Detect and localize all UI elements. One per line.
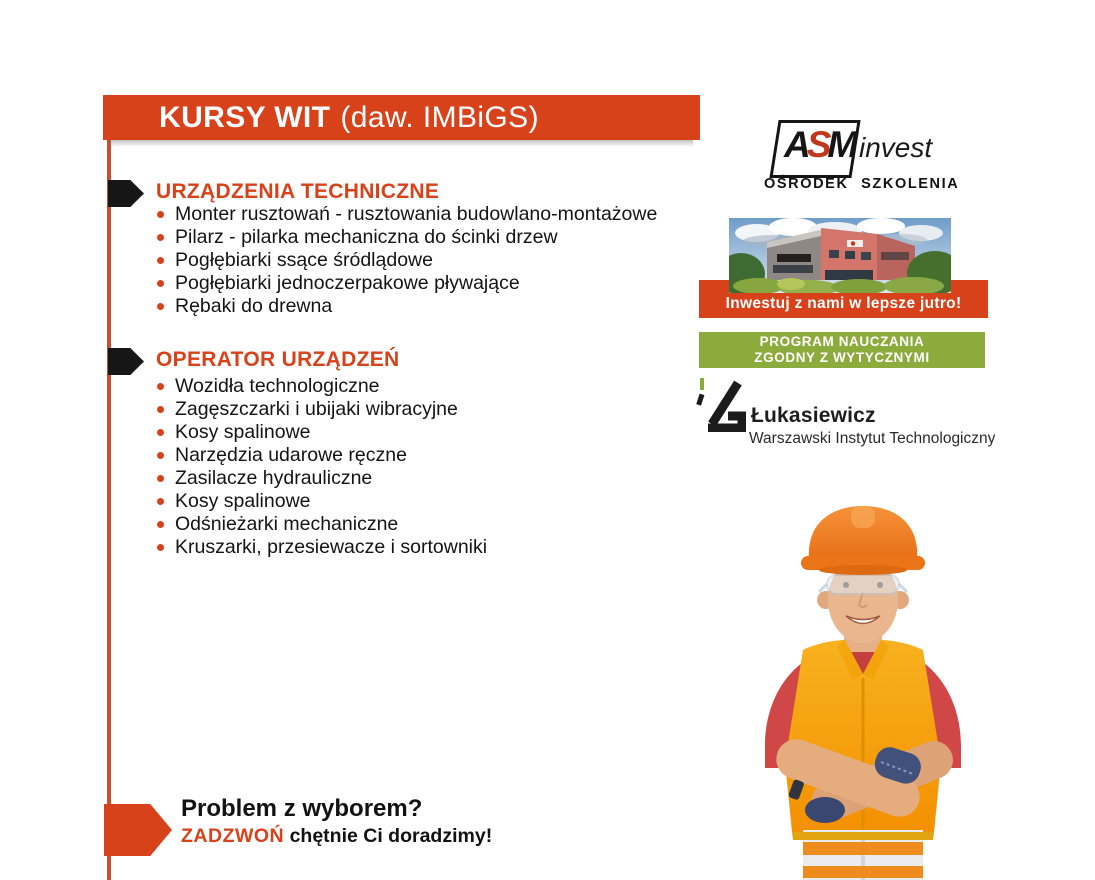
bullet-icon xyxy=(157,406,164,413)
photo-caption: Inwestuj z nami w lepsze jutro! xyxy=(725,295,962,312)
list-item-label: Kruszarki, przesiewacze i sortowniki xyxy=(175,536,488,558)
lukasiewicz-subtitle: Warszawski Instytut Technologiczny xyxy=(749,430,996,447)
bullet-icon xyxy=(157,475,164,482)
list-item xyxy=(157,295,657,318)
list-item xyxy=(157,536,487,559)
list-item-label: Rębaki do drewna xyxy=(175,295,333,317)
list-item xyxy=(157,272,657,295)
program-banner-line2: ZGODNY Z WYTYCZNYMI xyxy=(754,350,930,365)
course-list-urzadzenia xyxy=(157,203,657,318)
asm-letters xyxy=(784,122,854,168)
footer-call-line xyxy=(181,825,492,848)
list-item xyxy=(157,444,487,467)
title-bar-shadow xyxy=(110,140,693,147)
list-item-label: Kosy spalinowe xyxy=(175,490,311,512)
page-title-suffix: (daw. IMBiGS) xyxy=(340,100,539,134)
lukasiewicz-logo-icon xyxy=(694,376,746,432)
bullet-icon xyxy=(157,280,164,287)
list-item-label: Narzędzia udarowe ręczne xyxy=(175,444,407,466)
list-item-label: Pogłębiarki jednoczerpakowe pływające xyxy=(175,272,520,294)
section-arrow-icon xyxy=(108,348,144,375)
list-item xyxy=(157,249,657,272)
list-item-label: Pilarz - pilarka mechaniczna do ścinki drzew xyxy=(175,226,558,248)
bullet-icon xyxy=(157,211,164,218)
course-list-operator xyxy=(157,375,487,559)
asm-invest-word: invest xyxy=(859,132,933,163)
asm-invest-logo xyxy=(762,114,960,194)
list-item-label: Pogłębiarki ssące śródlądowe xyxy=(175,249,433,271)
program-banner-line1: PROGRAM NAUCZANIA xyxy=(759,334,925,349)
bullet-icon xyxy=(157,234,164,241)
section-heading-operator: OPERATOR URZĄDZEŃ xyxy=(156,348,400,371)
list-item-label: Zagęszczarki i ubijaki wibracyjne xyxy=(175,398,458,420)
list-item-label: Monter rusztowań - rusztowania budowlano-montażowe xyxy=(175,203,658,225)
bullet-icon xyxy=(157,544,164,551)
asm-logo-subtitle: OŚRODEK SZKOLENIA xyxy=(764,176,960,192)
list-item-label: Zasilacze hydrauliczne xyxy=(175,467,373,489)
list-item xyxy=(157,203,657,226)
program-banner xyxy=(699,332,985,368)
left-accent-line xyxy=(107,140,111,880)
footer-call-rest: chętnie Ci doradzimy! xyxy=(284,825,493,847)
footer-arrow-icon xyxy=(104,804,172,856)
bullet-icon xyxy=(157,303,164,310)
bullet-icon xyxy=(157,429,164,436)
list-item xyxy=(157,490,487,513)
list-item xyxy=(157,398,487,421)
bullet-icon xyxy=(157,521,164,528)
list-item xyxy=(157,467,487,490)
list-item xyxy=(157,513,487,536)
asm-letter-s: S xyxy=(806,124,828,165)
worker-photo xyxy=(745,500,980,880)
lukasiewicz-name: Łukasiewicz xyxy=(751,404,876,427)
page-title-bar xyxy=(103,95,700,140)
footer-call-highlight: ZADZWOŃ xyxy=(181,825,285,847)
list-item-label: Wozidła technologiczne xyxy=(175,375,380,397)
page-title: KURSY WIT xyxy=(159,100,331,134)
list-item xyxy=(157,226,657,249)
list-item-label: Kosy spalinowe xyxy=(175,421,311,443)
section-heading-urzadzenia: URZĄDZENIA TECHNICZNE xyxy=(156,180,440,203)
list-item xyxy=(157,421,487,444)
bullet-icon xyxy=(157,452,164,459)
bullet-icon xyxy=(157,383,164,390)
building-photo xyxy=(729,218,951,293)
bullet-icon xyxy=(157,498,164,505)
bullet-icon xyxy=(157,257,164,264)
asm-letter-a: A xyxy=(784,124,807,165)
list-item-label: Odśnieżarki mechaniczne xyxy=(175,513,399,535)
list-item xyxy=(157,375,487,398)
section-arrow-icon xyxy=(108,180,144,207)
footer-question: Problem z wyborem? xyxy=(181,795,423,822)
asm-letter-m: M xyxy=(827,124,855,165)
